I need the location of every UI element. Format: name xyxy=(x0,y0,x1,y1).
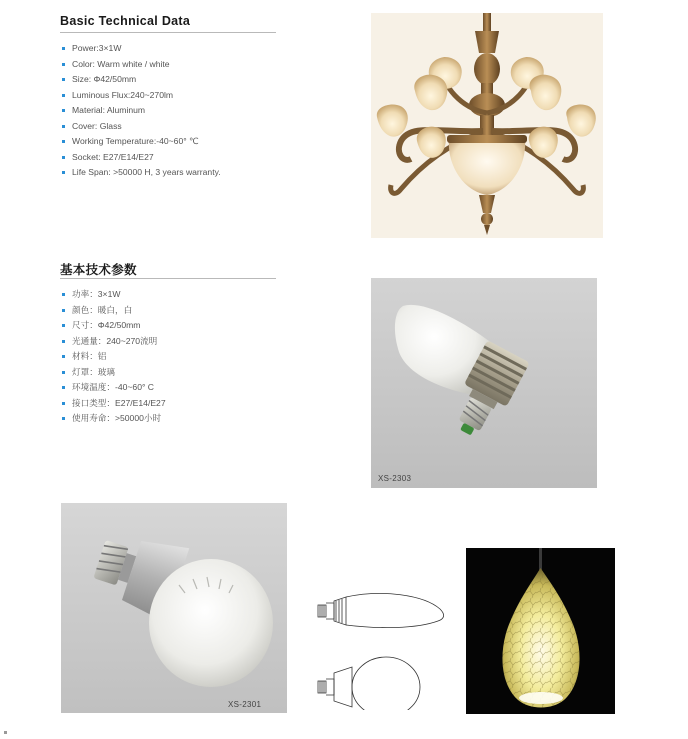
chinese-technical-data-section xyxy=(60,260,276,427)
bullet-icon xyxy=(62,324,65,327)
spec-item-life-span-cn: 使用寿命：>50000小时 xyxy=(60,411,276,427)
bullet-icon xyxy=(62,94,65,97)
bullet-icon xyxy=(62,417,65,420)
spec-item-power: Power:3×1W xyxy=(60,41,276,57)
bullet-icon xyxy=(62,125,65,128)
bullet-icon xyxy=(62,386,65,389)
spec-item-luminous-flux-cn: 光通量：240~270流明 xyxy=(60,334,276,350)
chandelier-photo xyxy=(371,13,603,238)
section-divider xyxy=(60,32,276,33)
bullet-icon xyxy=(62,78,65,81)
spec-item-material: Material: Aluminum xyxy=(60,103,276,119)
bullet-icon xyxy=(62,340,65,343)
bullet-icon xyxy=(62,355,65,358)
section-title-english: Basic Technical Data xyxy=(60,14,191,28)
globe-bulb-photo xyxy=(61,503,287,713)
pendant-lamp-photo xyxy=(466,548,615,714)
page-corner-mark xyxy=(4,731,7,734)
bullet-icon xyxy=(62,109,65,112)
bullet-icon xyxy=(62,309,65,312)
bullet-icon xyxy=(62,171,65,174)
spec-item-cover-cn: 灯罩：玻璃 xyxy=(60,365,276,381)
spec-item-life-span: Life Span: >50000 H, 3 years warranty. xyxy=(60,165,276,181)
model-label-xs-2301: XS-2301 xyxy=(228,700,262,709)
section-title-chinese: 基本技术参数 xyxy=(60,263,137,277)
spec-item-color-cn: 颜色：暖白，白 xyxy=(60,303,276,319)
spec-list-chinese xyxy=(60,287,276,427)
bullet-icon xyxy=(62,371,65,374)
spec-item-socket: Socket: E27/E14/E27 xyxy=(60,150,276,166)
bullet-icon xyxy=(62,140,65,143)
spec-item-color: Color: Warm white / white xyxy=(60,57,276,73)
bullet-icon xyxy=(62,402,65,405)
spec-item-size: Size: Φ42/50mm xyxy=(60,72,276,88)
bullet-icon xyxy=(62,293,65,296)
pendant-lamp-illustration xyxy=(466,548,615,714)
bullet-icon xyxy=(62,63,65,66)
globe-bulb-illustration xyxy=(61,503,287,713)
spec-item-socket-cn: 接口类型：E27/E14/E27 xyxy=(60,396,276,412)
bulb-outline-sketches xyxy=(312,575,447,710)
spec-item-cover: Cover: Glass xyxy=(60,119,276,135)
spec-item-material-cn: 材料：铝 xyxy=(60,349,276,365)
candle-bulb-illustration xyxy=(371,278,597,488)
spec-item-working-temperature: Working Temperature:-40~60° ℃ xyxy=(60,134,276,150)
section-divider xyxy=(60,278,276,279)
spec-item-power-cn: 功率：3×1W xyxy=(60,287,276,303)
spec-item-luminous-flux: Luminous Flux:240~270lm xyxy=(60,88,276,104)
spec-item-size-cn: 尺寸：Φ42/50mm xyxy=(60,318,276,334)
bullet-icon xyxy=(62,156,65,159)
chandelier-illustration xyxy=(371,13,603,238)
spec-list-english xyxy=(60,41,276,181)
bulb-sketch-drawing xyxy=(312,575,447,710)
model-label-xs-2303: XS-2303 xyxy=(378,474,412,483)
spec-item-temperature-cn: 环境温度：-40~60° C xyxy=(60,380,276,396)
bullet-icon xyxy=(62,47,65,50)
candle-bulb-photo xyxy=(371,278,597,488)
basic-technical-data-section xyxy=(60,14,276,181)
